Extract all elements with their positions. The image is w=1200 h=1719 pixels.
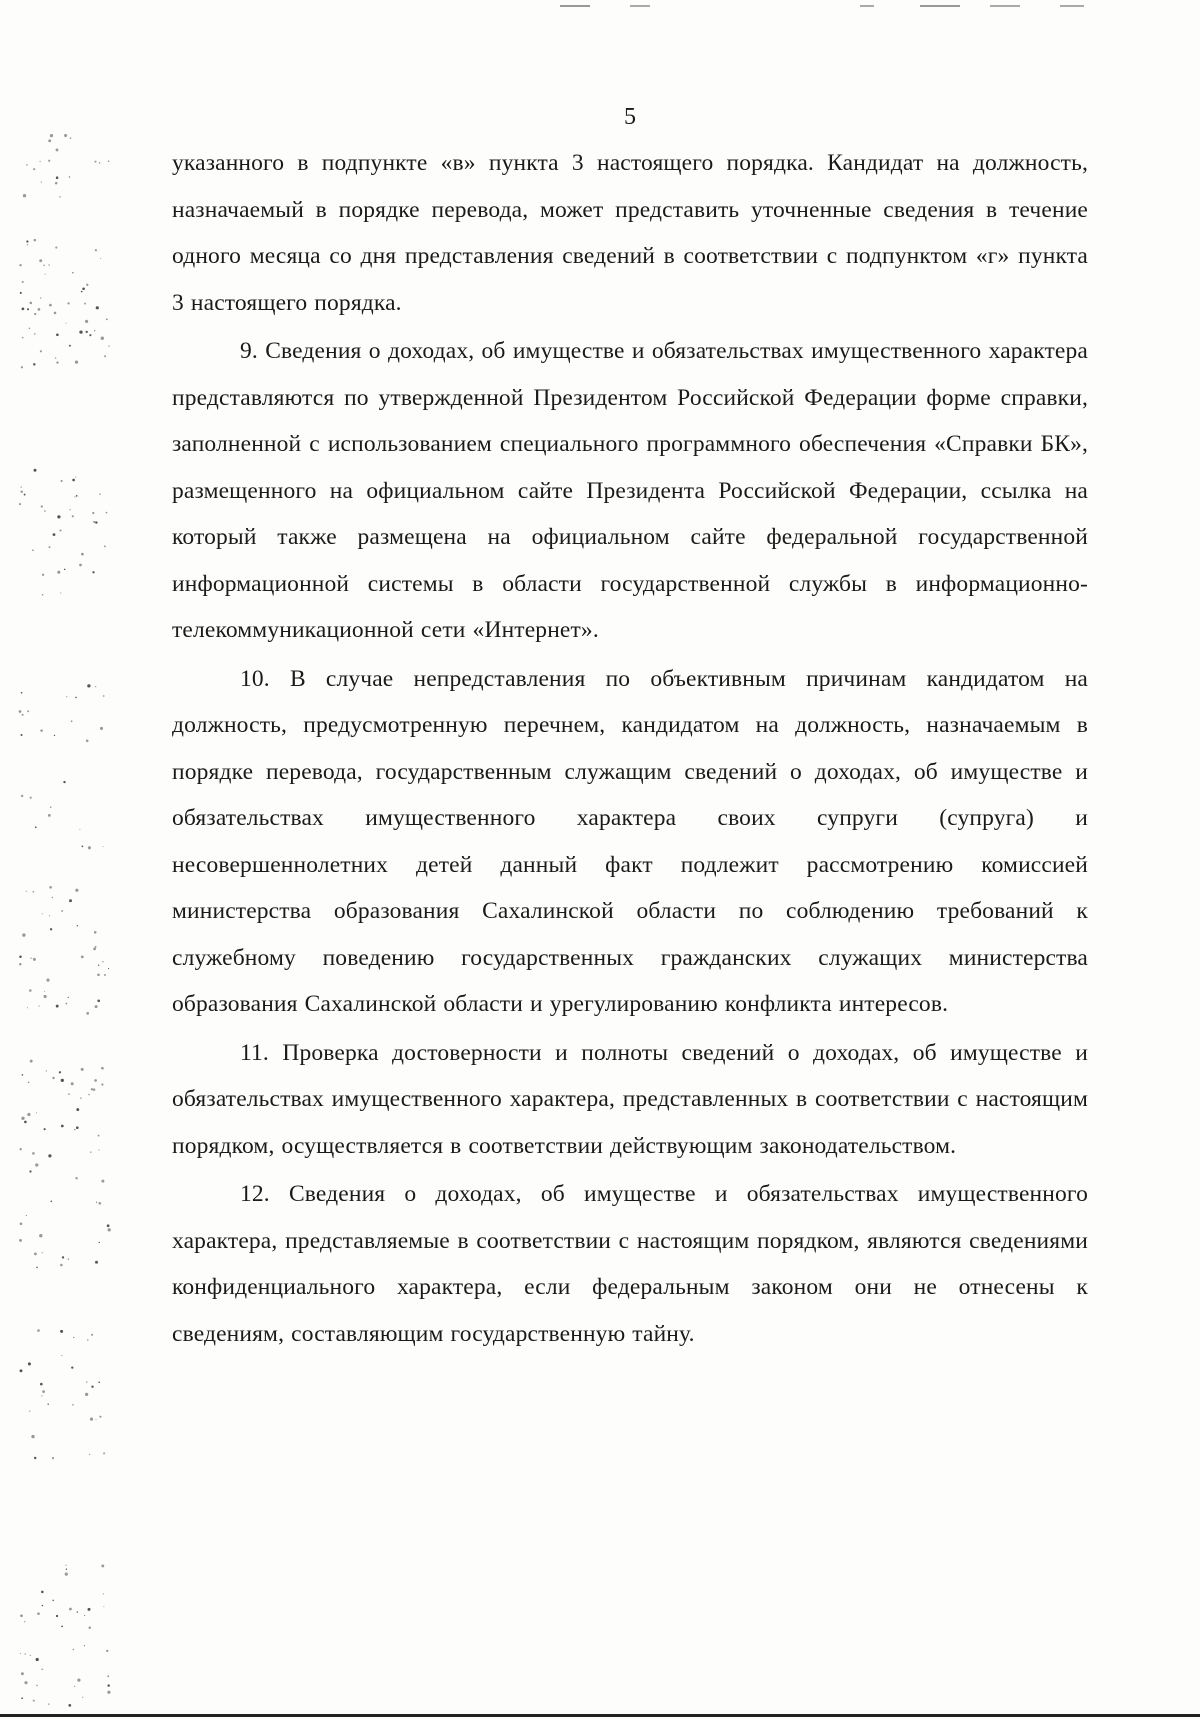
speckle bbox=[65, 1572, 68, 1575]
speckle bbox=[103, 1593, 104, 1594]
speckle bbox=[86, 284, 88, 286]
speckle bbox=[60, 1264, 63, 1267]
speckle bbox=[52, 897, 54, 899]
speckle bbox=[68, 997, 69, 998]
speckle bbox=[88, 846, 91, 849]
speckle bbox=[29, 1170, 31, 1172]
speckle bbox=[80, 1097, 82, 1099]
speckle bbox=[91, 1334, 93, 1336]
speckle bbox=[106, 1650, 108, 1652]
speckle bbox=[85, 1393, 88, 1396]
speckle bbox=[108, 345, 109, 346]
speckle bbox=[100, 727, 103, 730]
speckle bbox=[48, 814, 51, 817]
speckle bbox=[30, 797, 32, 799]
speckle bbox=[30, 302, 33, 305]
speckle bbox=[26, 164, 28, 166]
speckle bbox=[32, 549, 34, 551]
speckle bbox=[20, 1148, 22, 1150]
speckle bbox=[71, 1082, 74, 1085]
speckle bbox=[85, 320, 88, 323]
speckle bbox=[36, 1112, 37, 1113]
speckle bbox=[47, 1403, 48, 1404]
speckle bbox=[33, 469, 36, 472]
speckle bbox=[25, 1653, 26, 1654]
speckle bbox=[61, 910, 63, 912]
speckle bbox=[19, 955, 22, 958]
speckle bbox=[49, 546, 51, 548]
speckle bbox=[55, 247, 57, 249]
speckle bbox=[33, 363, 35, 365]
scan-top-edge-marks bbox=[560, 0, 1200, 8]
speckle bbox=[82, 1697, 83, 1698]
speckle bbox=[21, 795, 23, 797]
speckle bbox=[50, 134, 53, 137]
speckle bbox=[38, 308, 41, 311]
speckle bbox=[40, 1383, 43, 1386]
speckle bbox=[56, 1615, 58, 1617]
speckle bbox=[61, 480, 63, 482]
speckle bbox=[36, 1658, 39, 1661]
speckle bbox=[42, 594, 44, 596]
speckle bbox=[77, 925, 78, 926]
speckle bbox=[39, 1234, 42, 1237]
speckle bbox=[30, 957, 31, 958]
speckle bbox=[108, 160, 110, 162]
speckle bbox=[35, 1163, 38, 1166]
speckle bbox=[106, 318, 108, 320]
speckle bbox=[22, 281, 24, 283]
speckle bbox=[34, 1457, 36, 1459]
speckle bbox=[56, 361, 58, 363]
speckle bbox=[99, 1242, 100, 1243]
speckle bbox=[84, 1615, 85, 1616]
speckle bbox=[95, 249, 97, 251]
speckle bbox=[49, 915, 50, 916]
speckle bbox=[103, 695, 105, 697]
speckle bbox=[40, 350, 42, 352]
speckle bbox=[94, 931, 97, 934]
speckle bbox=[40, 729, 43, 732]
speckle bbox=[106, 512, 108, 514]
speckle bbox=[19, 963, 21, 965]
speckle bbox=[61, 1355, 62, 1356]
speckle bbox=[76, 1126, 79, 1129]
speckle bbox=[37, 1329, 40, 1332]
speckle bbox=[56, 1005, 59, 1008]
speckle bbox=[68, 1258, 70, 1260]
speckle bbox=[93, 521, 95, 523]
speckle bbox=[30, 1655, 31, 1656]
speckle bbox=[40, 297, 41, 298]
speckle bbox=[61, 1125, 64, 1128]
speckle bbox=[67, 302, 69, 304]
speckle bbox=[82, 846, 84, 848]
speckle bbox=[91, 1386, 93, 1388]
speckle bbox=[27, 710, 29, 712]
speckle bbox=[73, 1337, 74, 1338]
speckle bbox=[30, 1060, 33, 1063]
speckle bbox=[19, 710, 22, 713]
speckle bbox=[21, 1672, 24, 1675]
speckle bbox=[64, 569, 66, 571]
speckle bbox=[93, 1088, 96, 1091]
speckle bbox=[81, 291, 83, 293]
speckle bbox=[52, 1457, 54, 1459]
speckle bbox=[97, 999, 100, 1002]
speckle bbox=[69, 345, 71, 347]
speckle bbox=[84, 1645, 85, 1646]
speckle bbox=[31, 1435, 34, 1438]
speckle bbox=[66, 696, 67, 697]
speckle bbox=[74, 1129, 76, 1131]
speckle bbox=[42, 913, 43, 914]
speckle bbox=[55, 357, 56, 358]
speckle bbox=[20, 1614, 23, 1617]
speckle bbox=[96, 306, 99, 309]
speckle bbox=[44, 510, 45, 511]
speckle bbox=[21, 692, 23, 694]
speckle bbox=[88, 1094, 90, 1096]
speckle bbox=[99, 1202, 102, 1205]
speckle bbox=[44, 1128, 46, 1130]
speckle bbox=[92, 571, 94, 573]
speckle bbox=[24, 1621, 25, 1622]
speckle bbox=[95, 1419, 96, 1420]
speckle bbox=[60, 592, 61, 593]
speckle bbox=[107, 1691, 110, 1694]
speckle bbox=[41, 181, 42, 182]
speckle bbox=[87, 1339, 89, 1341]
speckle bbox=[99, 1150, 100, 1151]
speckle bbox=[76, 495, 78, 497]
paragraph-10: 10. В случае непредставления по объективным причинам кандидатом на должность, предусмотренную перечнем, кандидатом на должность, назначаемым в порядке перевода, государственным служащим сведений о доходах, об имуществе и обязательствах имущественного характера своих супруги (супруга) и несовершеннолетних детей данный факт подлежит рассмотрению комиссией министерства образования Сахалинской области по соблюдению требований к служебному поведению государственных гражданских служащих министерства образования Сахалинской области и урегулированию конфликта интересов. bbox=[172, 665, 1088, 1017]
speckle bbox=[104, 355, 106, 357]
speckle bbox=[19, 503, 21, 505]
speckle bbox=[65, 323, 66, 324]
speckle bbox=[50, 1200, 52, 1202]
speckle bbox=[22, 337, 24, 339]
speckle bbox=[84, 303, 86, 305]
speckle bbox=[65, 1565, 66, 1566]
speckle bbox=[92, 512, 94, 514]
speckle bbox=[37, 1612, 40, 1615]
speckle bbox=[52, 1077, 54, 1079]
speckle bbox=[104, 545, 106, 547]
paragraph-9: 9. Сведения о доходах, об имуществе и обязательствах имущественного характера представляются по утвержденной Президентом Российской Федерации форме справки, заполненной с использованием специального программного обеспечения «Справки БК», размещенного на официальном сайте Президента Российской Федерации, ссылка на который также размещена на официальном сайте федеральной государственной информационной системы в области государственной службы в информационно-телекоммуникационной сети «Интернет». bbox=[172, 338, 1088, 643]
speckle bbox=[42, 1605, 44, 1607]
paragraph-12: 12. Сведения о доходах, об имуществе и обязательствах имущественного характера, представляемые в соответствии с настоящим порядком, являются сведениями конфиденциального характера, если федеральным законом они не отнесены к сведениям, составляющим государственную тайну. bbox=[172, 1181, 1088, 1347]
speckle bbox=[70, 137, 72, 139]
speckle bbox=[22, 1074, 24, 1076]
paragraph-continuation: указанного в подпункте «в» пункта 3 настоящего порядка. Кандидат на должность, назначаемый в порядке перевода, может представить уточненные сведения в течение одного месяца со дня представления сведений в соответствии с подпунктом «г» пункта 3 настоящего порядка. bbox=[172, 150, 1088, 316]
speckle bbox=[82, 288, 85, 291]
speckle bbox=[72, 1404, 74, 1406]
speckle bbox=[22, 714, 24, 716]
speckle bbox=[41, 1591, 44, 1594]
speckle bbox=[20, 734, 22, 736]
speckle bbox=[62, 1256, 64, 1258]
speckle bbox=[79, 330, 82, 333]
speckle bbox=[104, 974, 106, 976]
speckle bbox=[88, 1627, 90, 1629]
speckle bbox=[76, 1108, 79, 1111]
speckle bbox=[42, 1390, 45, 1393]
speckle bbox=[60, 1330, 63, 1333]
speckle bbox=[74, 496, 75, 497]
speckle bbox=[22, 308, 25, 311]
speckle bbox=[33, 958, 36, 961]
speckle bbox=[36, 1267, 38, 1269]
speckle bbox=[20, 1653, 21, 1654]
speckle bbox=[19, 264, 21, 266]
speckle bbox=[57, 515, 60, 518]
speckle bbox=[68, 1704, 71, 1707]
speckle bbox=[95, 946, 97, 948]
speckle bbox=[28, 1362, 31, 1365]
speckle bbox=[73, 1649, 75, 1651]
page-number: 5 bbox=[624, 104, 636, 130]
speckle bbox=[27, 1007, 28, 1008]
speckle bbox=[33, 1700, 35, 1702]
speckle bbox=[56, 333, 59, 336]
speckle bbox=[32, 1152, 35, 1155]
speckle bbox=[50, 806, 52, 808]
speckle bbox=[98, 965, 99, 966]
speckle bbox=[39, 161, 40, 162]
speckle bbox=[39, 259, 42, 262]
speckle bbox=[20, 490, 22, 492]
speckle bbox=[107, 1684, 109, 1686]
speckle bbox=[101, 337, 104, 340]
speckle bbox=[29, 328, 31, 330]
speckle bbox=[107, 1224, 110, 1227]
speckle bbox=[56, 148, 59, 151]
speckle bbox=[20, 292, 22, 294]
speckle bbox=[101, 1564, 104, 1567]
speckle bbox=[103, 846, 104, 847]
speckle bbox=[55, 182, 58, 185]
speckle bbox=[27, 1113, 30, 1116]
speckle bbox=[101, 1083, 103, 1085]
speckle bbox=[95, 1005, 98, 1008]
speckle bbox=[86, 331, 88, 333]
speckle bbox=[50, 928, 52, 930]
speckle bbox=[41, 1395, 42, 1396]
speckle bbox=[21, 366, 23, 368]
speckle bbox=[68, 1093, 70, 1095]
speckle bbox=[53, 533, 56, 536]
speckle bbox=[22, 933, 25, 936]
speckle bbox=[95, 521, 97, 523]
speckle bbox=[90, 1418, 93, 1421]
speckle bbox=[19, 1239, 22, 1242]
speckle bbox=[98, 1135, 100, 1137]
speckle bbox=[89, 334, 91, 336]
speckle bbox=[72, 515, 74, 517]
speckle bbox=[72, 479, 75, 482]
speckle bbox=[103, 1452, 105, 1454]
speckle bbox=[27, 308, 29, 310]
speckle bbox=[100, 258, 101, 259]
speckle bbox=[71, 720, 73, 722]
speckle bbox=[48, 1154, 51, 1157]
speckle bbox=[29, 989, 32, 992]
speckle bbox=[88, 1608, 91, 1611]
speckle bbox=[26, 1215, 27, 1216]
speckle bbox=[42, 574, 44, 576]
speckle bbox=[102, 961, 103, 962]
speckle bbox=[98, 1381, 100, 1383]
scan-bottom-edge bbox=[0, 1714, 1200, 1717]
speckle bbox=[66, 1568, 67, 1569]
speckle bbox=[45, 274, 46, 275]
speckle bbox=[48, 139, 51, 142]
speckle bbox=[27, 244, 28, 245]
speckle bbox=[99, 162, 101, 164]
speckle bbox=[34, 333, 36, 335]
speckle bbox=[81, 553, 84, 556]
speckle bbox=[95, 686, 96, 687]
speckle bbox=[94, 161, 96, 163]
speckle bbox=[71, 1366, 73, 1368]
speckle bbox=[101, 1180, 104, 1183]
speckle bbox=[33, 168, 35, 170]
speckle bbox=[69, 899, 72, 902]
speckle bbox=[89, 1454, 90, 1455]
speckle bbox=[34, 1252, 37, 1255]
speckle bbox=[69, 176, 71, 178]
speckle bbox=[97, 974, 100, 977]
speckle bbox=[48, 264, 50, 266]
speckle bbox=[75, 476, 76, 477]
speckle bbox=[75, 697, 77, 699]
speckle bbox=[41, 1668, 43, 1670]
speckle bbox=[24, 1681, 27, 1684]
speckle bbox=[48, 160, 50, 162]
speckle bbox=[56, 176, 59, 179]
speckle bbox=[21, 487, 22, 488]
speckle bbox=[103, 1606, 104, 1607]
speckle bbox=[74, 1686, 75, 1687]
speckle bbox=[61, 1079, 64, 1082]
speckle bbox=[77, 1611, 78, 1612]
speckle bbox=[23, 194, 26, 197]
speckle bbox=[75, 1177, 77, 1179]
speckle bbox=[94, 330, 95, 331]
paragraph-11: 11. Проверка достоверности и полноты сведений о доходах, об имуществе и обязательствах имущественного характера, представленных в соответствии с настоящим порядком, осуществляется в соответствии действующим законодательством. bbox=[172, 1039, 1088, 1159]
speckle bbox=[42, 1252, 43, 1253]
speckle bbox=[35, 826, 37, 828]
speckle bbox=[44, 991, 45, 992]
speckle bbox=[20, 1369, 23, 1372]
speckle bbox=[26, 891, 27, 892]
speckle bbox=[59, 529, 61, 531]
speckle bbox=[29, 1410, 30, 1411]
speckle bbox=[64, 134, 67, 137]
speckle bbox=[99, 1416, 101, 1418]
speckle bbox=[91, 1088, 93, 1090]
speckle bbox=[49, 304, 52, 307]
speckle bbox=[99, 493, 101, 495]
scan-margin-speckles bbox=[0, 0, 140, 1719]
speckle bbox=[48, 1703, 49, 1704]
speckle bbox=[20, 1222, 23, 1225]
speckle bbox=[87, 684, 90, 687]
speckle bbox=[93, 947, 96, 950]
speckle bbox=[21, 1697, 23, 1699]
speckle bbox=[59, 196, 60, 197]
speckle bbox=[61, 1626, 63, 1628]
speckle bbox=[46, 1070, 47, 1071]
speckle bbox=[101, 1067, 104, 1070]
speckle bbox=[96, 1202, 97, 1203]
speckle bbox=[86, 1012, 89, 1015]
speckle bbox=[36, 1685, 38, 1687]
speckle bbox=[108, 968, 109, 969]
speckle bbox=[79, 564, 82, 567]
speckle bbox=[86, 740, 89, 743]
speckle bbox=[59, 1071, 61, 1073]
speckle bbox=[94, 1079, 97, 1082]
speckle bbox=[54, 735, 55, 736]
speckle bbox=[38, 1005, 39, 1006]
speckle bbox=[41, 505, 43, 507]
speckle bbox=[63, 781, 65, 783]
speckle bbox=[69, 1608, 72, 1611]
speckle bbox=[54, 312, 57, 315]
speckle bbox=[75, 889, 78, 892]
speckle bbox=[44, 265, 45, 266]
speckle bbox=[95, 1261, 98, 1264]
speckle bbox=[52, 1600, 53, 1601]
speckle bbox=[81, 1068, 84, 1071]
speckle bbox=[21, 1117, 24, 1120]
speckle bbox=[69, 509, 70, 510]
speckle bbox=[28, 1081, 30, 1083]
speckle bbox=[90, 1151, 92, 1153]
speckle bbox=[72, 272, 73, 273]
speckle bbox=[57, 571, 60, 574]
speckle bbox=[65, 1003, 67, 1005]
speckle bbox=[49, 886, 52, 889]
speckle bbox=[34, 239, 37, 242]
speckle bbox=[24, 494, 26, 496]
speckle bbox=[107, 1675, 109, 1677]
speckle bbox=[81, 956, 84, 959]
speckle bbox=[34, 313, 36, 315]
speckle bbox=[33, 891, 35, 893]
speckle bbox=[77, 1678, 80, 1681]
speckle bbox=[86, 1381, 88, 1383]
document-body bbox=[172, 140, 1088, 1357]
speckle bbox=[24, 1121, 27, 1124]
speckle bbox=[75, 360, 78, 363]
speckle bbox=[79, 829, 80, 830]
speckle bbox=[44, 995, 47, 998]
speckle bbox=[108, 1228, 111, 1231]
speckle bbox=[46, 979, 49, 982]
speckle bbox=[26, 240, 28, 242]
